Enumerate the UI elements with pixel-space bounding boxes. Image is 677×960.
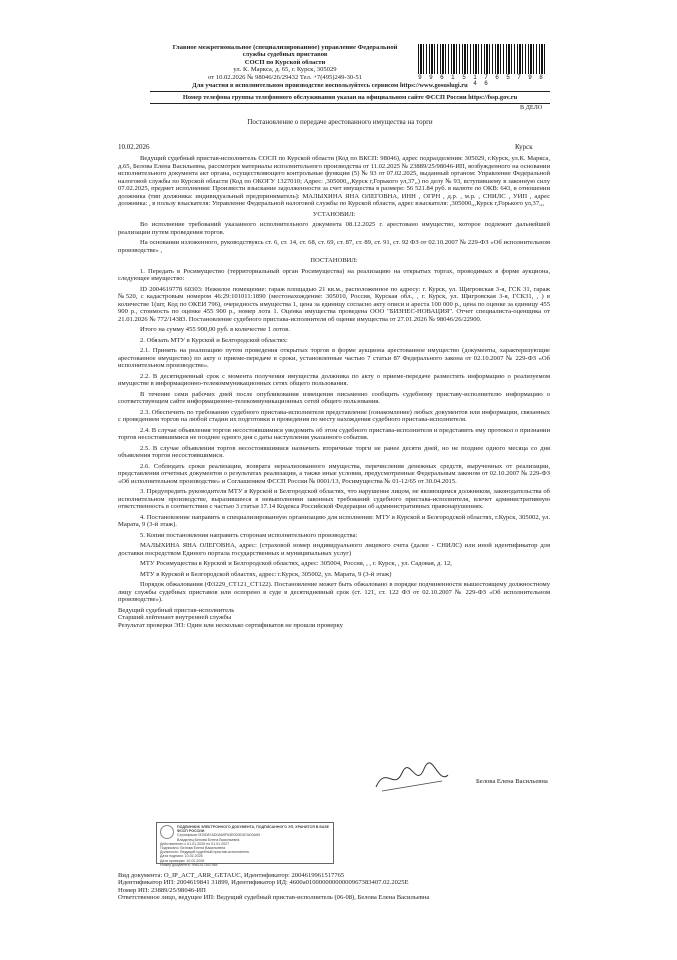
issuer-address: ул. К. Маркса, д. 65, г. Курск, 305029 (233, 66, 337, 74)
footer-ip-number: Номер ИП: 23889/25/98046-ИП (118, 886, 206, 894)
barcode-digits: 9 9 6 1 5 1 7 6 5 7 9 8 4 6 (418, 75, 546, 87)
item-2: 2. Обязать МТУ в Курской и Белгородской областях: (140, 336, 288, 344)
stamp-line: Действителен с 01.01.2026 по 01.01.2027 (160, 841, 230, 846)
signer-rank: Старший лейтенант внутренней службы (118, 614, 232, 621)
signer-name: Белова Елена Васильевна (476, 778, 548, 785)
gosuslugi-note: Для участия в исполнительном производстве воспользуйтесь сервисом https://www.gosuslugi.ru (192, 82, 468, 89)
item-2-2-note: В течение семи рабочих дней после опубликования извещения письменно сообщить судебному приставу-исполнителю информацию о соответствующем сайте информационно-телекоммуникационных сетей общего пользования. (118, 390, 550, 405)
item-3: 3. Предупредить руководителя МТУ в Курской и Белгородской областях, что нарушение лицом, не являющимся должником, законодательства об исполнительном производстве, выразившееся в невыполнении законных требований судебного пристава-исполнителя, влечет административную ответственность в соответствии с частью 3 статьи 17.14 Кодекса Российской Федерации об административных правонарушениях. (118, 488, 550, 510)
stamp-line: Владелец Белова Елена Васильевна (177, 837, 240, 842)
stamp-line: Сертификат 0D5D87AD0A69F63E0D5D87AD0A69 (177, 833, 261, 838)
issuer-line-2: службы судебных приставов (242, 51, 328, 59)
item-2-3: 2.3. Обеспечить по требованию судебного пристава-исполнителя представление (ознакомление) любых документов или информации, связанных с проведением торгов на любой стадии их подготовки и проведения по месту нахождения судебного пристава-исполнителя. (118, 408, 550, 423)
stamp-heading: ПОДЛИННИК ЭЛЕКТРОННОГО ДОКУМЕНТА, ПОДПИСАННОГО ЭП, ХРАНИТСЯ В БАЗЕ ФССП РОССИИ (177, 825, 330, 834)
document-body (118, 155, 550, 629)
stamp-line: Должность: Ведущий судебный пристав-исполнитель (160, 850, 250, 855)
to-file-mark: В ДЕЛО (520, 104, 543, 111)
resolved-heading: ПОСТАНОВИЛ: (310, 257, 358, 264)
recipient-debtor: МАЛЫХИНА ЯНА ОЛЕГОВНА, адрес: (страховой номер индивидуального лицевого счета (далее - СНИЛС) или иной идентификатор для доставки посредством Единого портала государственных и муниципальных услуг) (118, 542, 550, 557)
barcode (418, 44, 546, 74)
item-2-5: 2.5. В случае объявления торгов несостоявшимися назначить вторичные торги не ранее десяти дней, но не позднее одного месяца со дня объявления торгов несостоявшимися. (118, 444, 550, 459)
handwritten-signature (372, 761, 452, 795)
stamp-line: Дата проверки: 10.02.2026 (160, 858, 205, 863)
property-description: ID 2004619778 60303: Нежилое помещение: гараж площадью 21 кв.м., расположенное по адресу: г. Курск, ул. Щигровская 3-я, ГСК 31, гараж №520, с кадастровым номером 46:29:101011:1890 (местонахождение: 305010, Россия, Курская обл., , г. Курск, ул. Щигровская 3-я, ГСК31, , ) в количестве 1(шт, Код по ОКЕИ 796), очередность имущества 1, цена за единицу согласно акту описи и ареста 100 000 р., цена по оценке за единицу 455 900 р., стоимость по оценке 455 900 р., номер лота 1. Оценка имущества проведена ООО "БИЗНЕС-НОВАЦИЯ". Отчет специалиста-оценщика от 21.01.2026 № 772/14383. Постановление судебного пристава-исполнителя об оценке имущества от 27.01.2026 № 98046/26/22900. (118, 285, 550, 323)
stamp-line: Подписано: Белова Елена Васильевна (160, 846, 226, 851)
recipient-mtu: МТУ в Курской и Белгородской областях, адрес: г.Курск, 305002, ул. Марата, 9 (3-й этаж) (140, 570, 392, 578)
emblem-icon (160, 825, 174, 839)
item-2-4: 2.4. В случае объявления торгов несостоявшимися уведомить об этом судебного пристава-исполнителя и представить ему протокол о признании торгов несостоявшимися не позднее одного дня с даты наступления указанного события. (118, 426, 550, 441)
footer-responsible: Ответственное лицо, ведущее ИП: Ведущий судебный пристав-исполнитель (06-08), Белова Елена Васильевна (118, 894, 430, 902)
phone-note: Номер телефона группы телефонного обслуживания указан на официальном сайте ФССП России https://fssp.gov.ru (182, 94, 518, 101)
item-2-1: 2.1. Принять на реализацию путем проведения открытых торгов в форме аукциона арестованное имущество (документы, характеризующие арестованное имущество) по акту о приеме-передаче в сроки, установленные частью 7 статьи 87 Федерального закона от 02.10.2007 № 229-ФЗ «Об исполнительном производстве». (118, 347, 550, 369)
signature-check-result: Результат проверки ЭП: Один или несколько сертификатов не прошли проверку (118, 621, 343, 629)
total-line: Итого на сумму 455 900,00 руб. в количестве 1 лотов. (140, 326, 290, 333)
recipient-rosimushchestvo: МТУ Росимущества в Курской и Белгородской областях, адрес: 305004, Россия, , , г. Курск, , ул. Садовая, д. 12, (140, 560, 452, 567)
item-4: 4. Постановление направить в специализированную организацию для исполнения: МТУ в Курской и Белгородской областях, г.Курск, 305002, ул. Марата, 9 (3-й этаж). (118, 513, 550, 528)
basis-paragraph: На основании изложенного, руководствуясь ст. 6, ст. 14, ст. 68, ст. 69, ст. 87, ст. 89, ст. 91, ст. 92 ФЗ от 02.10.2007 № 229-ФЗ «Об исполнительном производстве» , (118, 239, 550, 254)
established-heading: УСТАНОВИЛ: (312, 210, 356, 218)
stamp-line: Дата подписи: 10.02.2026 (160, 854, 203, 859)
appeal-procedure: Порядок обжалования (Ф3229_СТ121_СТ122). Постановление может быть обжаловано в порядке подчиненности вышестоящему должностному лицу службы судебных приставов или оспорено в суде в десятидневный срок (ст. 121, ст. 122 ФЗ от 02.10.2007 № 229-ФЗ «Об исполнительном производстве»). (118, 581, 550, 603)
e-signature-stamp (156, 822, 334, 867)
stamp-line: Номер документа: 9961517657984 (160, 862, 218, 867)
document-date: 10.02.2026 (118, 143, 150, 151)
footer-doc-type: Вид документа: O_IP_ACT_ARR_GETAUC, Идентификатор: 2004619961517765 (118, 871, 345, 879)
issuer-header (170, 44, 400, 81)
issuer-contact: от 10.02.2026 № 98046/26/29432 Тел. +7(495)249-30-51 (208, 73, 362, 81)
issuer-line-1: Главное межрегиональное (специализированное) управление Федеральной (172, 44, 398, 51)
divider (150, 103, 550, 104)
divider (150, 91, 550, 92)
issuer-line-3: СОСП по Курской области (244, 58, 326, 66)
document-footer (118, 872, 558, 902)
document-city: Курск (515, 143, 533, 151)
item-1: 1. Передать в Росимущество (территориальный орган Росимущества) на реализацию на открытых торгах, проводимых в форме аукциона, следующее имущество: (118, 267, 550, 282)
item-5: 5. Копии постановления направить сторонам исполнительного производства: (140, 531, 358, 539)
footer-ids: Идентификатор ИП: 2004619841 31899, Идентификатор ИД: 4600a01000000000000967383407.02.2025E (118, 879, 409, 887)
item-2-6: 2.6. Соблюдать сроки реализации, возврата нереализованного имущества, перечисления денежных средств, вырученных от реализации, представления отчетных документов о результатах реализации, а также иные условия, предусмотренные Федеральным законом от 02.10.2007 № 229-ФЗ «Об исполнительном производстве» и Соглашением ФССП России № 0001/13, Росимущества № 01-12/65 от 30.04.2015. (118, 462, 550, 485)
intro-paragraph: Ведущий судебный пристав-исполнитель СОСП по Курской области (Код по ВКСП: 98046), адрес подразделения: 305029, г.Курск, ул.К. Маркса, д.65, Белова Елена Васильевна, рассмотрев материалы исполнительного производства от 11.02.2025 № 23889/25/98046-ИП, возбужденного на основании исполнительного документа акт органа, осуществляющего контрольные функции (5) № 93 от 07.02.2025, выданный органом: Управление Федеральной налоговой службы по Курской области (Код по ОКОГУ 1327010; Адрес: ,305000,,,Курск г,Горького ул,37,,) по делу № 93, вступившему в законную силу 07.02.2025, предмет исполнения: Произвести взыскание задолженности за счет имущества в размере: 56 521.84 руб. в валюте по ОКВ: 643, в отношении должника (тип должника: индивидуальный предприниматель): МАЛЫХИНА ЯНА ОЛЕГОВНА, ИНН , ОГРН , д.р. , м.р. , СНИЛС , УИП , адрес должника: , в пользу взыскателя: Управление Федеральной налоговой службы по Курской области, адрес взыскателя: ,305000,,,Курск г,Горького ул,37,,, (118, 155, 550, 207)
established-paragraph: Во исполнение требований указанного исполнительного документа 08.12.2025 г. арестовано имущество, которое подлежит дальнейшей реализации путем проведения торгов. (118, 221, 550, 236)
item-2-2: 2.2. В десятидневный срок с момента получения имущества должника по акту о приеме-передаче разместить информацию о реализуемом имуществе в информационно-телекоммуникационных сетях общего пользования. (118, 372, 550, 387)
document-title: Постановление о передаче арестованного имущества на торги (247, 118, 433, 126)
signer-role: Ведущий судебный пристав-исполнитель (118, 606, 235, 614)
